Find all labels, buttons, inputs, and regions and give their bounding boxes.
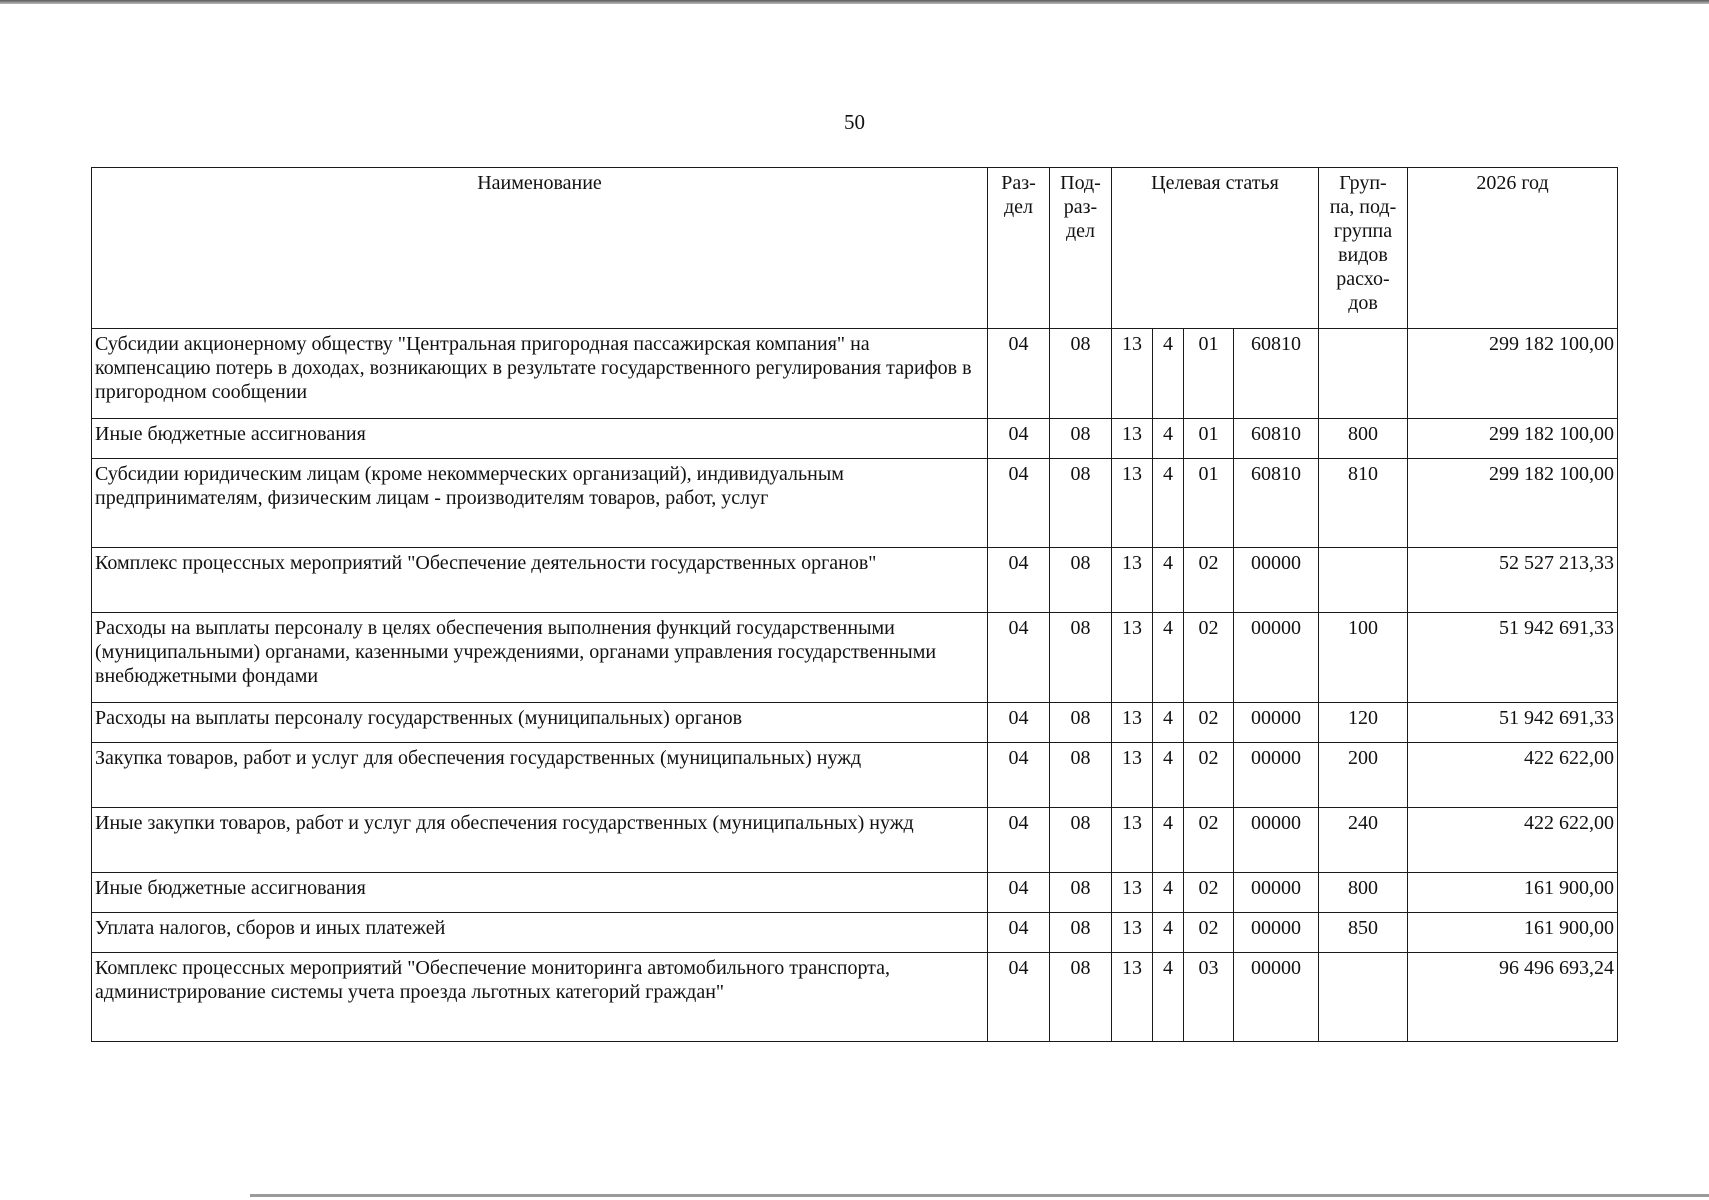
row-target-program: 13 <box>1112 913 1153 953</box>
row-expense-group: 800 <box>1319 419 1408 459</box>
row-target-direction: 00000 <box>1234 613 1319 703</box>
row-expense-group <box>1319 329 1408 419</box>
row-target-complex: 02 <box>1184 613 1234 703</box>
row-amount: 161 900,00 <box>1408 873 1618 913</box>
row-target-complex: 01 <box>1184 459 1234 548</box>
table-row <box>92 329 1618 419</box>
row-target-program: 13 <box>1112 873 1153 913</box>
row-expense-group: 120 <box>1319 703 1408 743</box>
row-target-complex: 02 <box>1184 743 1234 808</box>
row-target-complex: 02 <box>1184 703 1234 743</box>
row-target-program: 13 <box>1112 329 1153 419</box>
row-section: 04 <box>988 808 1050 873</box>
row-subsection: 08 <box>1050 703 1112 743</box>
header-row <box>92 168 1618 329</box>
row-amount: 51 942 691,33 <box>1408 613 1618 703</box>
row-name: Уплата налогов, сборов и иных платежей <box>92 913 988 953</box>
row-target-type: 4 <box>1153 808 1184 873</box>
row-target-type: 4 <box>1153 548 1184 613</box>
row-expense-group <box>1319 548 1408 613</box>
table-row <box>92 613 1618 703</box>
row-target-direction: 60810 <box>1234 459 1319 548</box>
row-target-complex: 02 <box>1184 808 1234 873</box>
row-target-type: 4 <box>1153 913 1184 953</box>
row-amount: 96 496 693,24 <box>1408 953 1618 1042</box>
table-row <box>92 548 1618 613</box>
row-expense-group <box>1319 953 1408 1042</box>
row-target-complex: 02 <box>1184 548 1234 613</box>
row-target-direction: 00000 <box>1234 808 1319 873</box>
row-target-type: 4 <box>1153 743 1184 808</box>
row-name: Иные бюджетные ассигнования <box>92 873 988 913</box>
scan-edge-bottom <box>250 1194 1709 1197</box>
row-target-direction: 00000 <box>1234 703 1319 743</box>
row-name: Закупка товаров, работ и услуг для обеспечения государственных (муниципальных) нужд <box>92 743 988 808</box>
header-section: Раз- дел <box>988 168 1050 329</box>
page-number: 50 <box>844 110 865 134</box>
row-section: 04 <box>988 329 1050 419</box>
row-subsection: 08 <box>1050 743 1112 808</box>
row-name: Субсидии акционерному обществу "Центральная пригородная пассажирская компания" на компенсацию потерь в доходах, возникающих в результате государственного регулирования тарифов в пригородном сообщении <box>92 329 988 419</box>
row-section: 04 <box>988 419 1050 459</box>
table-row <box>92 808 1618 873</box>
row-expense-group: 850 <box>1319 913 1408 953</box>
table-row <box>92 873 1618 913</box>
row-expense-group: 810 <box>1319 459 1408 548</box>
row-target-type: 4 <box>1153 953 1184 1042</box>
row-target-program: 13 <box>1112 419 1153 459</box>
row-target-direction: 00000 <box>1234 548 1319 613</box>
row-name: Расходы на выплаты персоналу в целях обеспечения выполнения функций государственными (муниципальными) органами, казенными учреждениями, органами управления государственными внебюджетными фондами <box>92 613 988 703</box>
table-row <box>92 953 1618 1042</box>
row-target-direction: 60810 <box>1234 329 1319 419</box>
header-expense-group: Груп- па, под- группа видов расхо- дов <box>1319 168 1408 329</box>
row-subsection: 08 <box>1050 953 1112 1042</box>
row-name: Иные бюджетные ассигнования <box>92 419 988 459</box>
header-year-2026: 2026 год <box>1408 168 1618 329</box>
row-target-direction: 00000 <box>1234 953 1319 1042</box>
table-row <box>92 419 1618 459</box>
row-expense-group: 200 <box>1319 743 1408 808</box>
row-expense-group: 100 <box>1319 613 1408 703</box>
row-target-type: 4 <box>1153 419 1184 459</box>
row-subsection: 08 <box>1050 913 1112 953</box>
row-subsection: 08 <box>1050 808 1112 873</box>
row-section: 04 <box>988 548 1050 613</box>
row-amount: 299 182 100,00 <box>1408 329 1618 419</box>
row-amount: 422 622,00 <box>1408 808 1618 873</box>
row-amount: 51 942 691,33 <box>1408 703 1618 743</box>
row-expense-group: 240 <box>1319 808 1408 873</box>
row-section: 04 <box>988 743 1050 808</box>
row-target-type: 4 <box>1153 459 1184 548</box>
row-target-direction: 00000 <box>1234 913 1319 953</box>
row-target-program: 13 <box>1112 613 1153 703</box>
row-target-type: 4 <box>1153 329 1184 419</box>
row-target-program: 13 <box>1112 459 1153 548</box>
row-section: 04 <box>988 913 1050 953</box>
row-target-complex: 02 <box>1184 913 1234 953</box>
row-name: Расходы на выплаты персоналу государственных (муниципальных) органов <box>92 703 988 743</box>
row-subsection: 08 <box>1050 329 1112 419</box>
row-target-program: 13 <box>1112 953 1153 1042</box>
row-amount: 299 182 100,00 <box>1408 459 1618 548</box>
row-amount: 52 527 213,33 <box>1408 548 1618 613</box>
table-row <box>92 459 1618 548</box>
row-section: 04 <box>988 613 1050 703</box>
row-target-program: 13 <box>1112 808 1153 873</box>
row-target-program: 13 <box>1112 548 1153 613</box>
row-target-program: 13 <box>1112 703 1153 743</box>
row-amount: 422 622,00 <box>1408 743 1618 808</box>
row-target-complex: 02 <box>1184 873 1234 913</box>
row-amount: 299 182 100,00 <box>1408 419 1618 459</box>
row-name: Иные закупки товаров, работ и услуг для обеспечения государственных (муниципальных) нужд <box>92 808 988 873</box>
row-section: 04 <box>988 703 1050 743</box>
row-target-type: 4 <box>1153 873 1184 913</box>
table-row <box>92 743 1618 808</box>
row-name: Комплекс процессных мероприятий "Обеспечение мониторинга автомобильного транспорта, администрирование системы учета проезда льготных категорий граждан" <box>92 953 988 1042</box>
header-name: Наименование <box>92 168 988 329</box>
row-target-direction: 60810 <box>1234 419 1319 459</box>
row-subsection: 08 <box>1050 419 1112 459</box>
row-target-type: 4 <box>1153 613 1184 703</box>
table-row <box>92 913 1618 953</box>
row-section: 04 <box>988 873 1050 913</box>
row-subsection: 08 <box>1050 548 1112 613</box>
row-name: Субсидии юридическим лицам (кроме некоммерческих организаций), индивидуальным предпринимателям, физическим лицам - производителям товаров, работ, услуг <box>92 459 988 548</box>
row-target-complex: 03 <box>1184 953 1234 1042</box>
row-target-complex: 01 <box>1184 419 1234 459</box>
row-target-type: 4 <box>1153 703 1184 743</box>
row-target-complex: 01 <box>1184 329 1234 419</box>
header-target-article: Целевая статья <box>1112 168 1319 329</box>
row-subsection: 08 <box>1050 613 1112 703</box>
row-target-direction: 00000 <box>1234 743 1319 808</box>
row-subsection: 08 <box>1050 873 1112 913</box>
row-name: Комплекс процессных мероприятий "Обеспечение деятельности государственных органов" <box>92 548 988 613</box>
row-amount: 161 900,00 <box>1408 913 1618 953</box>
header-subsection: Под- раз- дел <box>1050 168 1112 329</box>
row-subsection: 08 <box>1050 459 1112 548</box>
row-expense-group: 800 <box>1319 873 1408 913</box>
row-target-direction: 00000 <box>1234 873 1319 913</box>
row-section: 04 <box>988 953 1050 1042</box>
row-section: 04 <box>988 459 1050 548</box>
row-target-program: 13 <box>1112 743 1153 808</box>
table-row <box>92 703 1618 743</box>
scan-edge-top <box>0 0 1709 4</box>
budget-table <box>91 167 1618 1042</box>
